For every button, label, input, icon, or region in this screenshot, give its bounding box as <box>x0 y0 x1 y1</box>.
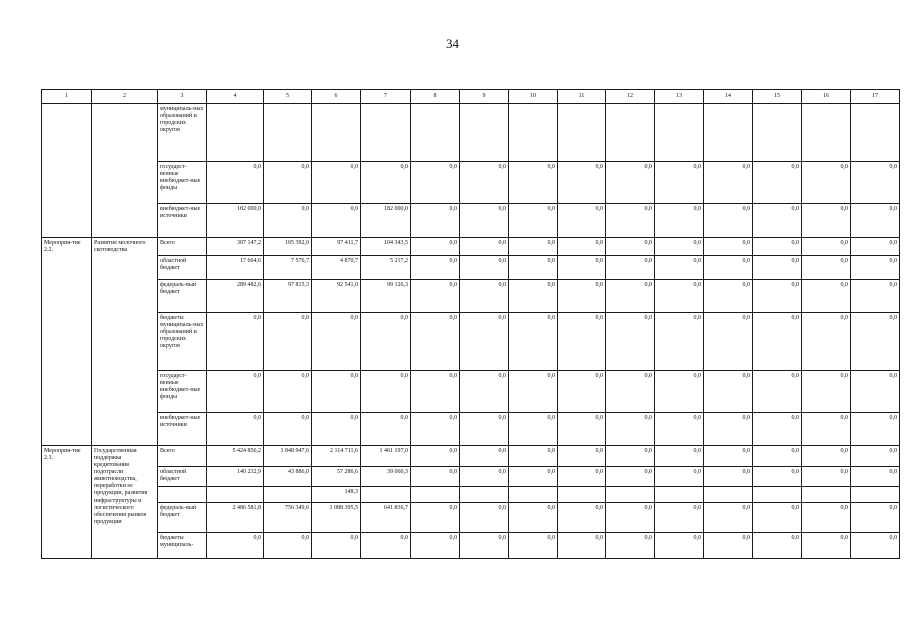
value-cell <box>704 487 753 503</box>
value-cell <box>753 104 802 162</box>
value-cell: 0,0 <box>655 371 704 413</box>
value-cell: 0,0 <box>411 467 460 487</box>
column-number: 6 <box>312 90 361 104</box>
value-cell: 0,0 <box>264 371 312 413</box>
value-cell: 0,0 <box>704 533 753 559</box>
value-cell: 307 147,2 <box>207 238 264 256</box>
column-number: 11 <box>558 90 606 104</box>
value-cell: 0,0 <box>606 256 655 280</box>
value-cell <box>207 104 264 162</box>
value-cell <box>312 104 361 162</box>
value-cell <box>411 104 460 162</box>
value-cell <box>361 104 411 162</box>
table-row <box>42 371 900 413</box>
value-cell <box>361 487 411 503</box>
value-cell <box>264 104 312 162</box>
value-cell: 0,0 <box>509 256 558 280</box>
value-cell: 0,0 <box>802 313 851 371</box>
value-cell: 0,0 <box>264 313 312 371</box>
value-cell: 0,0 <box>460 256 509 280</box>
funding-source-cell: Всего <box>158 238 207 256</box>
value-cell: 0,0 <box>851 238 900 256</box>
value-cell: 0,0 <box>606 162 655 204</box>
value-cell: 0,0 <box>558 238 606 256</box>
value-cell: 0,0 <box>802 238 851 256</box>
value-cell: 1 088 395,5 <box>312 503 361 533</box>
value-cell: 57 286,6 <box>312 467 361 487</box>
value-cell: 0,0 <box>558 256 606 280</box>
column-number: 12 <box>606 90 655 104</box>
value-cell: 0,0 <box>312 313 361 371</box>
value-cell: 0,0 <box>411 503 460 533</box>
funding-source-cell: бюджеты муниципаль- <box>158 533 207 559</box>
page-number: 34 <box>446 36 459 51</box>
value-cell: 0,0 <box>753 533 802 559</box>
column-number: 5 <box>264 90 312 104</box>
value-cell: 0,0 <box>851 162 900 204</box>
value-cell: 0,0 <box>558 503 606 533</box>
value-cell <box>558 104 606 162</box>
funding-source-cell: Всего <box>158 446 207 467</box>
value-cell: 0,0 <box>460 162 509 204</box>
value-cell: 0,0 <box>411 446 460 467</box>
description-cell: Государственная поддержка кредитования подотрасли животноводства, переработки ее продукции, развития инфраструктуры и логистического обеспечения рынков продукции <box>92 446 158 559</box>
value-cell: 4 870,7 <box>312 256 361 280</box>
value-cell: 0,0 <box>802 162 851 204</box>
value-cell: 0,0 <box>207 371 264 413</box>
value-cell: 182 000,0 <box>207 204 264 238</box>
value-cell: 7 576,7 <box>264 256 312 280</box>
value-cell: 0,0 <box>411 313 460 371</box>
value-cell: 0,0 <box>558 371 606 413</box>
column-number: 13 <box>655 90 704 104</box>
value-cell: 1 848 947,6 <box>264 446 312 467</box>
value-cell: 0,0 <box>851 446 900 467</box>
value-cell: 0,0 <box>558 313 606 371</box>
funding-source-cell: государст-венные внебюджет-ные фонды <box>158 162 207 204</box>
value-cell: 99 126,3 <box>361 280 411 313</box>
value-cell: 0,0 <box>802 204 851 238</box>
column-number: 17 <box>851 90 900 104</box>
column-number: 15 <box>753 90 802 104</box>
table-row <box>42 467 900 487</box>
value-cell: 182 000,0 <box>361 204 411 238</box>
value-cell: 0,0 <box>606 413 655 446</box>
value-cell: 0,0 <box>655 446 704 467</box>
value-cell: 0,0 <box>851 371 900 413</box>
value-cell: 0,0 <box>753 413 802 446</box>
value-cell: 0,0 <box>606 204 655 238</box>
column-number: 9 <box>460 90 509 104</box>
value-cell: 105 392,0 <box>264 238 312 256</box>
value-cell: 0,0 <box>460 238 509 256</box>
funding-source-cell: областной бюджет <box>158 467 207 487</box>
value-cell: 5 217,2 <box>361 256 411 280</box>
value-cell: 0,0 <box>753 238 802 256</box>
value-cell: 0,0 <box>411 256 460 280</box>
table-row <box>42 238 900 256</box>
value-cell: 0,0 <box>655 256 704 280</box>
column-number: 7 <box>361 90 411 104</box>
value-cell: 0,0 <box>802 371 851 413</box>
value-cell: 0,0 <box>509 533 558 559</box>
value-cell: 0,0 <box>411 204 460 238</box>
value-cell: 0,0 <box>704 313 753 371</box>
value-cell: 0,0 <box>753 204 802 238</box>
description-cell <box>92 104 158 238</box>
value-cell: 0,0 <box>411 371 460 413</box>
value-cell: 0,0 <box>460 204 509 238</box>
value-cell: 0,0 <box>851 313 900 371</box>
value-cell: 0,0 <box>606 446 655 467</box>
value-cell: 0,0 <box>802 467 851 487</box>
table-row <box>42 162 900 204</box>
value-cell: 0,0 <box>704 204 753 238</box>
value-cell: 0,0 <box>207 533 264 559</box>
value-cell: 17 664,6 <box>207 256 264 280</box>
value-cell <box>207 487 264 503</box>
value-cell: 140 232,9 <box>207 467 264 487</box>
value-cell: 0,0 <box>802 280 851 313</box>
value-cell <box>802 104 851 162</box>
value-cell: 0,0 <box>264 204 312 238</box>
value-cell: 2 486 581,8 <box>207 503 264 533</box>
value-cell: 0,0 <box>312 371 361 413</box>
value-cell: 0,0 <box>655 503 704 533</box>
value-cell: 0,0 <box>361 533 411 559</box>
funding-source-cell: муниципаль-ных образований и городских округов <box>158 104 207 162</box>
value-cell: 0,0 <box>460 313 509 371</box>
value-cell: 0,0 <box>606 371 655 413</box>
value-cell: 97 411,7 <box>312 238 361 256</box>
value-cell: 0,0 <box>851 503 900 533</box>
column-number-row <box>42 90 900 104</box>
value-cell: 0,0 <box>411 280 460 313</box>
value-cell: 0,0 <box>509 467 558 487</box>
value-cell: 0,0 <box>460 446 509 467</box>
value-cell: 0,0 <box>704 413 753 446</box>
column-number: 2 <box>92 90 158 104</box>
table-row <box>42 104 900 162</box>
column-number: 10 <box>509 90 558 104</box>
value-cell: 0,0 <box>704 238 753 256</box>
table-row <box>42 280 900 313</box>
value-cell: 0,0 <box>207 162 264 204</box>
value-cell: 0,0 <box>558 467 606 487</box>
value-cell: 0,0 <box>851 204 900 238</box>
value-cell: 0,0 <box>704 446 753 467</box>
value-cell: 2 114 711,6 <box>312 446 361 467</box>
value-cell <box>264 487 312 503</box>
funding-source-cell: областной бюджет <box>158 256 207 280</box>
value-cell <box>460 487 509 503</box>
column-number: 4 <box>207 90 264 104</box>
value-cell: 0,0 <box>509 503 558 533</box>
value-cell: 0,0 <box>802 503 851 533</box>
value-cell: 0,0 <box>753 280 802 313</box>
value-cell: 0,0 <box>851 256 900 280</box>
value-cell: 0,0 <box>704 280 753 313</box>
value-cell: 0,0 <box>704 162 753 204</box>
budget-table <box>41 89 900 559</box>
value-cell: 0,0 <box>411 413 460 446</box>
value-cell: 0,0 <box>558 204 606 238</box>
table-row <box>42 487 900 503</box>
value-cell: 0,0 <box>704 371 753 413</box>
value-cell <box>460 104 509 162</box>
value-cell: 0,0 <box>509 371 558 413</box>
table-row <box>42 204 900 238</box>
value-cell <box>655 104 704 162</box>
value-cell: 0,0 <box>704 256 753 280</box>
value-cell: 0,0 <box>361 162 411 204</box>
value-cell: 0,0 <box>655 204 704 238</box>
value-cell <box>606 487 655 503</box>
value-cell <box>704 104 753 162</box>
table-body <box>42 104 900 559</box>
value-cell: 0,0 <box>753 503 802 533</box>
column-number: 14 <box>704 90 753 104</box>
value-cell: 0,0 <box>207 313 264 371</box>
value-cell: 0,0 <box>851 413 900 446</box>
value-cell: 0,0 <box>509 280 558 313</box>
value-cell: 43 886,0 <box>264 467 312 487</box>
value-cell: 0,0 <box>851 280 900 313</box>
value-cell <box>655 487 704 503</box>
value-cell: 0,0 <box>460 413 509 446</box>
value-cell <box>851 487 900 503</box>
value-cell: 0,0 <box>655 280 704 313</box>
value-cell: 0,0 <box>312 162 361 204</box>
value-cell: 0,0 <box>802 533 851 559</box>
value-cell: 39 060,3 <box>361 467 411 487</box>
value-cell <box>411 487 460 503</box>
table-row <box>42 313 900 371</box>
value-cell: 0,0 <box>753 371 802 413</box>
value-cell: 0,0 <box>851 467 900 487</box>
value-cell: 0,0 <box>655 238 704 256</box>
value-cell: 1 461 197,0 <box>361 446 411 467</box>
value-cell: 0,0 <box>460 280 509 313</box>
value-cell: 0,0 <box>460 371 509 413</box>
value-cell: 0,0 <box>509 162 558 204</box>
value-cell: 0,0 <box>802 413 851 446</box>
value-cell: 104 343,5 <box>361 238 411 256</box>
value-cell <box>558 487 606 503</box>
column-number: 3 <box>158 90 207 104</box>
value-cell: 0,0 <box>509 446 558 467</box>
value-cell <box>509 487 558 503</box>
value-cell <box>851 104 900 162</box>
table-row <box>42 533 900 559</box>
event-cell <box>42 104 92 238</box>
value-cell: 0,0 <box>558 446 606 467</box>
value-cell: 0,0 <box>312 533 361 559</box>
value-cell: 0,0 <box>264 413 312 446</box>
value-cell: 0,0 <box>606 238 655 256</box>
value-cell: 0,0 <box>558 413 606 446</box>
value-cell: 0,0 <box>411 162 460 204</box>
value-cell: 0,0 <box>753 256 802 280</box>
value-cell <box>753 487 802 503</box>
table-row <box>42 413 900 446</box>
value-cell: 0,0 <box>411 238 460 256</box>
value-cell: 0,0 <box>411 533 460 559</box>
value-cell: 0,0 <box>606 313 655 371</box>
value-cell: 97 815,3 <box>264 280 312 313</box>
value-cell: 0,0 <box>606 503 655 533</box>
column-number: 16 <box>802 90 851 104</box>
value-cell: 0,0 <box>655 467 704 487</box>
funding-source-cell: государст-венные внебюджет-ные фонды <box>158 371 207 413</box>
value-cell: 0,0 <box>312 413 361 446</box>
value-cell: 0,0 <box>606 280 655 313</box>
value-cell: 0,0 <box>460 503 509 533</box>
value-cell: 0,0 <box>753 313 802 371</box>
value-cell: 0,0 <box>558 280 606 313</box>
value-cell: 0,0 <box>207 413 264 446</box>
event-cell: Мероприя-тие 2.2. <box>42 238 92 446</box>
value-cell: 0,0 <box>312 204 361 238</box>
event-cell: Мероприя-тие 2.3. <box>42 446 92 559</box>
table-row <box>42 446 900 467</box>
value-cell: 0,0 <box>509 204 558 238</box>
value-cell: 0,0 <box>704 503 753 533</box>
value-cell: 0,0 <box>802 446 851 467</box>
value-cell: 0,0 <box>753 467 802 487</box>
value-cell: 0,0 <box>558 533 606 559</box>
funding-source-cell: внебюджет-ные источники <box>158 413 207 446</box>
funding-source-cell <box>158 487 207 503</box>
value-cell: 0,0 <box>361 313 411 371</box>
value-cell: 0,0 <box>704 467 753 487</box>
description-cell: Развитие молочного скотоводства <box>92 238 158 446</box>
value-cell: 289 482,6 <box>207 280 264 313</box>
value-cell: 0,0 <box>606 533 655 559</box>
value-cell: 0,0 <box>509 413 558 446</box>
value-cell: 148,3 <box>312 487 361 503</box>
value-cell: 0,0 <box>460 533 509 559</box>
value-cell: 0,0 <box>753 446 802 467</box>
value-cell: 641 836,7 <box>361 503 411 533</box>
value-cell: 0,0 <box>361 413 411 446</box>
value-cell <box>509 104 558 162</box>
value-cell: 0,0 <box>460 467 509 487</box>
value-cell: 0,0 <box>753 162 802 204</box>
value-cell: 0,0 <box>655 313 704 371</box>
funding-source-cell: федераль-ный бюджет <box>158 280 207 313</box>
table-row <box>42 503 900 533</box>
value-cell: 0,0 <box>264 162 312 204</box>
value-cell: 0,0 <box>558 162 606 204</box>
funding-source-cell: федераль-ный бюджет <box>158 503 207 533</box>
value-cell: 0,0 <box>655 413 704 446</box>
value-cell: 0,0 <box>655 533 704 559</box>
value-cell: 0,0 <box>802 256 851 280</box>
value-cell: 0,0 <box>655 162 704 204</box>
value-cell: 0,0 <box>606 467 655 487</box>
value-cell: 0,0 <box>509 238 558 256</box>
funding-source-cell: внебюджет-ные источники <box>158 204 207 238</box>
value-cell: 0,0 <box>264 533 312 559</box>
value-cell: 0,0 <box>509 313 558 371</box>
value-cell <box>606 104 655 162</box>
funding-source-cell: бюджеты муниципаль-ных образований и городских округов <box>158 313 207 371</box>
value-cell: 5 424 856,2 <box>207 446 264 467</box>
value-cell: 0,0 <box>851 533 900 559</box>
value-cell: 0,0 <box>361 371 411 413</box>
value-cell <box>802 487 851 503</box>
column-number: 8 <box>411 90 460 104</box>
column-number: 1 <box>42 90 92 104</box>
value-cell: 756 349,6 <box>264 503 312 533</box>
value-cell: 92 541,0 <box>312 280 361 313</box>
table-row <box>42 256 900 280</box>
